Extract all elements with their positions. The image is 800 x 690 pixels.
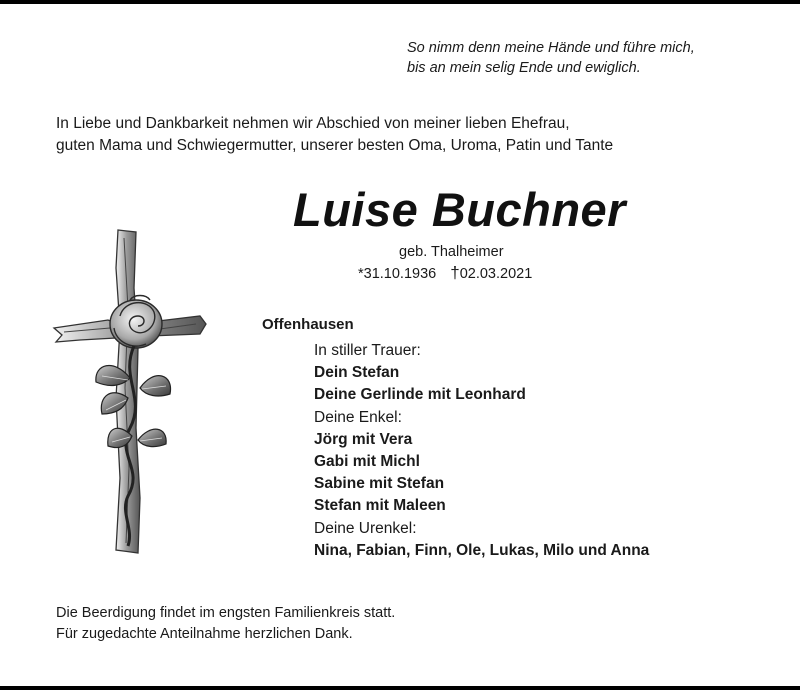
- mourners-group-grief: [314, 340, 649, 407]
- maiden-name: geb. Thalheimer: [399, 244, 504, 260]
- group-label: In stiller Trauer:: [314, 342, 421, 359]
- bible-quote: [407, 38, 695, 78]
- mourner-name: Gabi mit Michl: [314, 453, 420, 471]
- death-date: 02.03.2021: [459, 266, 533, 282]
- place-name: Offenhausen: [262, 316, 354, 333]
- footer-line-1: Die Beerdigung findet im engsten Familienkreis statt.: [56, 605, 396, 621]
- mourner-name: Nina, Fabian, Finn, Ole, Lukas, Milo und Anna: [314, 541, 650, 559]
- life-dates: [358, 263, 532, 283]
- mourner-name: Dein Stefan: [314, 364, 400, 382]
- mourners-group-grandchildren: [314, 407, 649, 518]
- mourners-list: [314, 340, 649, 562]
- mourner-name: Deine Gerlinde mit Leonhard: [314, 386, 526, 404]
- intro-text: [56, 113, 613, 157]
- footer-line-2: Für zugedachte Anteilnahme herzlichen Dank.: [56, 626, 353, 642]
- cross-with-rose-icon: [50, 228, 210, 558]
- intro-line-1: In Liebe und Dankbarkeit nehmen wir Abschied von meiner lieben Ehefrau,: [56, 115, 570, 132]
- footer-text: [56, 603, 395, 645]
- quote-line-1: So nimm denn meine Hände und führe mich,: [407, 40, 695, 56]
- intro-line-2: guten Mama und Schwiegermutter, unserer besten Oma, Uroma, Patin und Tante: [56, 137, 614, 154]
- mourner-name: Stefan mit Maleen: [314, 497, 446, 515]
- death-cross-icon: †: [450, 263, 460, 282]
- mourner-name: Sabine mit Stefan: [314, 475, 445, 493]
- mourners-group-great-grandchildren: [314, 518, 649, 562]
- quote-line-2: bis an mein selig Ende und ewiglich.: [407, 60, 641, 76]
- group-label: Deine Urenkel:: [314, 519, 417, 537]
- deceased-name: Luise Buchner: [293, 183, 626, 236]
- mourner-name: Jörg mit Vera: [314, 430, 413, 448]
- birth-date: *31.10.1936: [358, 266, 437, 282]
- group-label: Deine Enkel:: [314, 408, 402, 426]
